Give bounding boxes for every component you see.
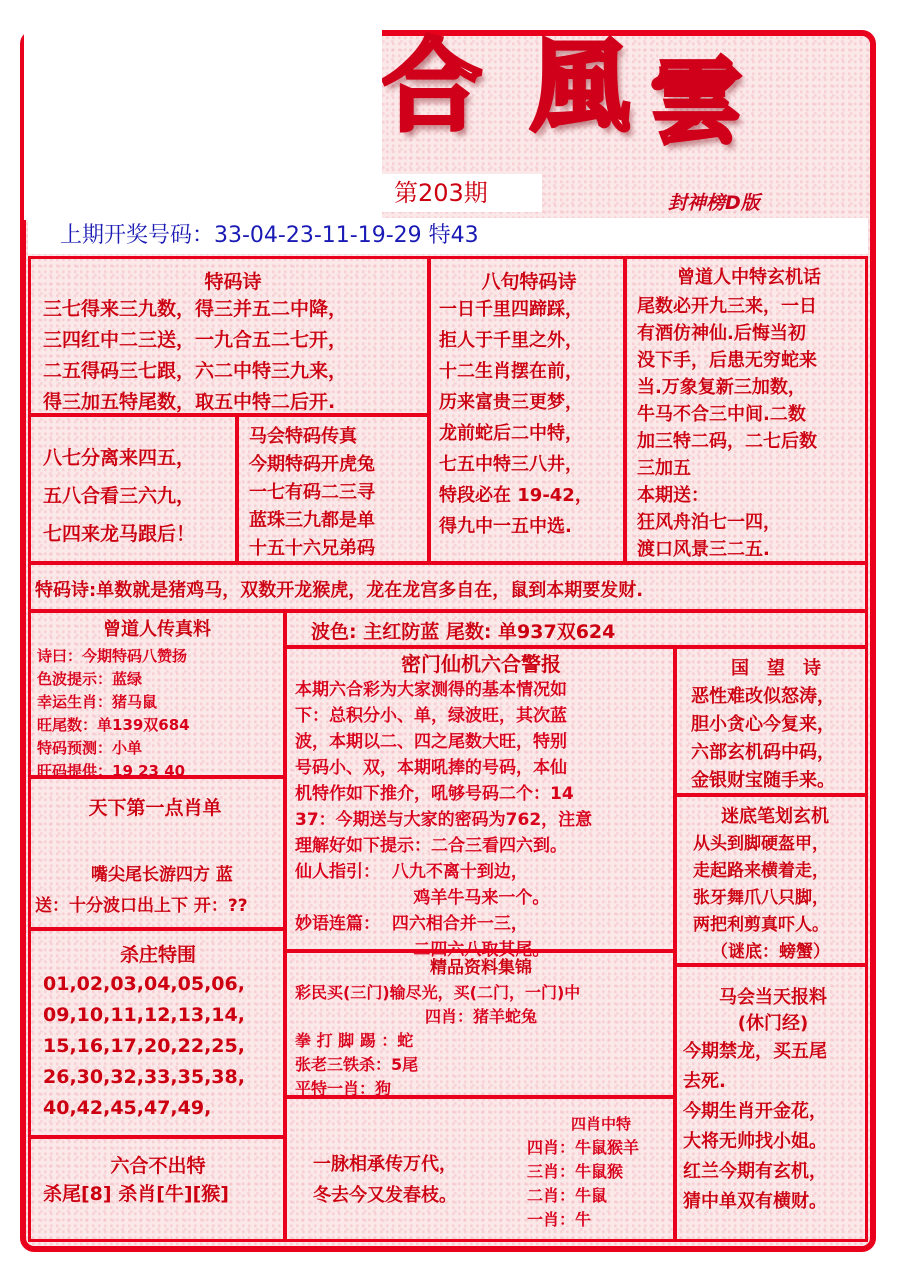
poem-line: 五八合看三六九， [43, 485, 196, 507]
poem-line: 本期送： [637, 485, 709, 506]
poem-line: 八七分离来四五， [43, 447, 196, 469]
poem-line: 两把利剪真吓人。 [693, 915, 829, 935]
title-char-2: 風 [530, 27, 630, 145]
midi-box [674, 794, 868, 966]
poem-line: 龙前蛇后二中特， [439, 423, 583, 444]
issue-number: 第203期 [382, 174, 542, 212]
section-title: 天下第一点肖单 [88, 797, 222, 819]
poem-title: 八句特码诗 [481, 271, 577, 293]
section-title: 四肖中特 [571, 1115, 632, 1133]
poem-line: 加三特二码，二七后数 [637, 431, 817, 452]
liuhe-box [28, 1136, 286, 1242]
poem-line: 今期特码开虎兔 [249, 454, 375, 475]
poem-line: 拒人于千里之外， [439, 330, 583, 351]
info-line: 送：十分波口出上下 开：?? [35, 896, 248, 916]
bottom-mid-box [284, 1096, 676, 1242]
poem-title: 曾道人中特玄机话 [677, 267, 821, 288]
jingpin-box [284, 950, 676, 1098]
info-line: 彩民买(三门)输尽光，买(二门，一门)中 [295, 983, 581, 1002]
poem-line: 尾数必开九三来，一日 [637, 296, 817, 317]
info-line: 一肖：牛 [527, 1210, 592, 1229]
color-row-box [284, 610, 868, 648]
poem-title: 特码诗 [204, 271, 262, 293]
poem-line: 渡口风景三二五. [637, 539, 770, 560]
info-line: 妙语连篇： 四六相合并一三， [295, 914, 528, 934]
number-line: 40,42,45,47,49, [43, 1097, 212, 1119]
guowang-box [674, 646, 868, 796]
info-line: 下：总积分小、单，绿波旺，其次蓝 [295, 706, 567, 726]
section-title: 密门仙机六合警报 [401, 652, 561, 676]
mahui-box [674, 964, 868, 1242]
poem-line: 蓝珠三九都是单 [249, 510, 375, 531]
poem-line: 张牙舞爪八只脚， [693, 888, 829, 908]
poem-line: 走起路来横着走， [693, 861, 829, 881]
poem-line: 红兰今期有玄机， [683, 1161, 827, 1182]
section-title: 六合不出特 [110, 1155, 206, 1177]
info-line: 二四六八取其尾。 [295, 940, 550, 960]
info-line: 四肖：猪羊蛇兔 [424, 1007, 537, 1026]
poem-line: 十五十六兄弟码 [249, 538, 375, 559]
poem-line: 没下手，后患无穷蛇来 [637, 350, 817, 371]
strip-text: 特码诗:单数就是猪鸡马，双数开龙猴虎，龙在龙宫多自在，鼠到本期要发财. [35, 580, 644, 601]
poem-line: 冬去今又发春枝。 [313, 1185, 457, 1206]
poem-box-4 [28, 414, 238, 564]
tianxia-box [28, 776, 286, 930]
info-line: 四肖：牛鼠猴羊 [527, 1138, 640, 1157]
poem-line: 得三加五特尾数，取五中特二后开. [43, 391, 336, 413]
poem-line: 得九中一五中选. [439, 516, 572, 537]
strip-box [28, 562, 868, 612]
section-subtitle: (休门经) [737, 1013, 809, 1034]
section-title: 马会当天报料 [719, 987, 827, 1008]
poem-line: 从头到脚硬盔甲， [693, 834, 829, 854]
number-line: 15,16,17,20,22,25, [43, 1035, 245, 1057]
poem-line: 十二生肖摆在前， [439, 361, 583, 382]
section-title: 杀庄特围 [119, 944, 196, 966]
poem-line: 大将无帅找小姐。 [683, 1131, 827, 1152]
info-line: 色波提示：蓝绿 [37, 670, 143, 688]
info-line: 波，本期以二、四之尾数大旺，特别 [295, 732, 567, 752]
section-title: 迷底笔划玄机 [721, 806, 829, 827]
poem-line: 今期生肖开金花， [683, 1101, 827, 1122]
info-line: 张老三铁杀：5尾 [295, 1055, 419, 1074]
zeng-box [28, 610, 286, 778]
poem-line: 一日千里四蹄踩， [439, 299, 583, 320]
poem-line: 猜中单双有横财。 [683, 1191, 827, 1212]
info-line: 仙人指引： 八九不离十到边， [295, 862, 528, 882]
poem-line: 三七得来三九数，得三并五二中降， [43, 298, 348, 320]
poem-line: 今期禁龙，买五尾 [683, 1041, 827, 1062]
poem-line: 三加五 [637, 458, 691, 479]
info-line: 机特作如下推介，吼够号码二个：14 [295, 784, 574, 804]
poem-line: 一脉相承传万代， [313, 1154, 457, 1175]
info-line: 杀尾[8] 杀肖[牛][猴] [43, 1183, 229, 1205]
poem-line: （谜底：螃蟹） [711, 942, 830, 962]
blank-header-area [24, 30, 382, 220]
section-title: 曾道人传真料 [103, 619, 211, 640]
info-line: 二肖：牛鼠 [527, 1186, 608, 1205]
poem-line: 历来富贵三更梦， [439, 392, 583, 413]
poem-title: 马会特码传真 [249, 426, 357, 447]
info-line: 平特一肖：狗 [295, 1079, 392, 1098]
info-line: 三肖：牛鼠猴 [527, 1162, 624, 1181]
poem-line: 七五中特三八井， [439, 454, 583, 475]
kill-box [28, 928, 286, 1138]
info-line: 旺尾数：单139双684 [37, 716, 190, 734]
poem-box-1 [28, 256, 430, 416]
info-line: 嘴尖尾长游四方 蓝 [91, 865, 233, 885]
poem-line: 一七有码二三寻 [249, 482, 375, 503]
poem-line: 恶性难改似怒涛， [691, 686, 835, 707]
poem-line: 牛马不合三中间.二数 [637, 404, 806, 425]
title-char-1: 合 [382, 27, 482, 145]
title-char-3: 雲 [650, 48, 743, 156]
info-line: 特码预测：小单 [37, 739, 143, 757]
four-shio-block [527, 1113, 639, 1232]
poem-line: 去死. [683, 1071, 726, 1092]
info-line: 号码小、双，本期吼捧的号码，本仙 [295, 758, 567, 778]
section-title: 精品资料集锦 [430, 958, 532, 978]
color-row-text: 波色: 主红防蓝 尾数: 单937双624 [311, 621, 616, 643]
last-draw-numbers: 上期开奖号码：33-04-23-11-19-29 特43 [28, 218, 868, 254]
version-label: 封神榜D版 [668, 192, 760, 214]
mimen-box [284, 646, 676, 960]
poem-line: 狂风舟泊七一四， [637, 512, 781, 533]
info-line: 幸运生肖：猪马鼠 [37, 693, 158, 711]
poem-line: 金银财宝随手来。 [691, 770, 835, 791]
poem-box-3 [624, 256, 868, 564]
info-line: 诗曰：今期特码八赞扬 [37, 647, 188, 665]
poem-line: 当.万象复新三加数， [637, 377, 806, 398]
poem-line: 特段必在 19-42， [439, 485, 593, 506]
info-line: 旺码提供：19 23 40 [37, 762, 186, 780]
poem-box-2 [428, 256, 626, 564]
number-line: 09,10,11,12,13,14, [43, 1004, 245, 1026]
poem-line: 三四红中二三送，一九合五二七开， [43, 329, 348, 351]
poem-line: 胆小贪心今复来， [691, 714, 835, 735]
poem-line: 七四来龙马跟后！ [43, 523, 196, 545]
info-line: 鸡羊牛马来一个。 [295, 888, 550, 908]
poem-block [313, 1149, 457, 1211]
poem-box-5 [236, 414, 430, 564]
poem-line: 二五得码三七跟，六二中特三九来， [43, 360, 348, 382]
info-line: 37：今期送与大家的密码为762，注意 [295, 810, 593, 830]
info-line: 理解好如下提示：二合三看四六到。 [295, 836, 567, 856]
info-line: 本期六合彩为大家测得的基本情况如 [295, 680, 567, 700]
number-line: 01,02,03,04,05,06, [43, 973, 245, 995]
number-line: 26,30,32,33,35,38, [43, 1066, 245, 1088]
poem-line: 有酒仿神仙.后悔当初 [637, 323, 806, 344]
section-title: 国 望 诗 [731, 658, 821, 679]
poem-line: 六部玄机码中码， [691, 742, 835, 763]
info-line: 拳 打 脚 踢 ：蛇 [295, 1031, 414, 1050]
